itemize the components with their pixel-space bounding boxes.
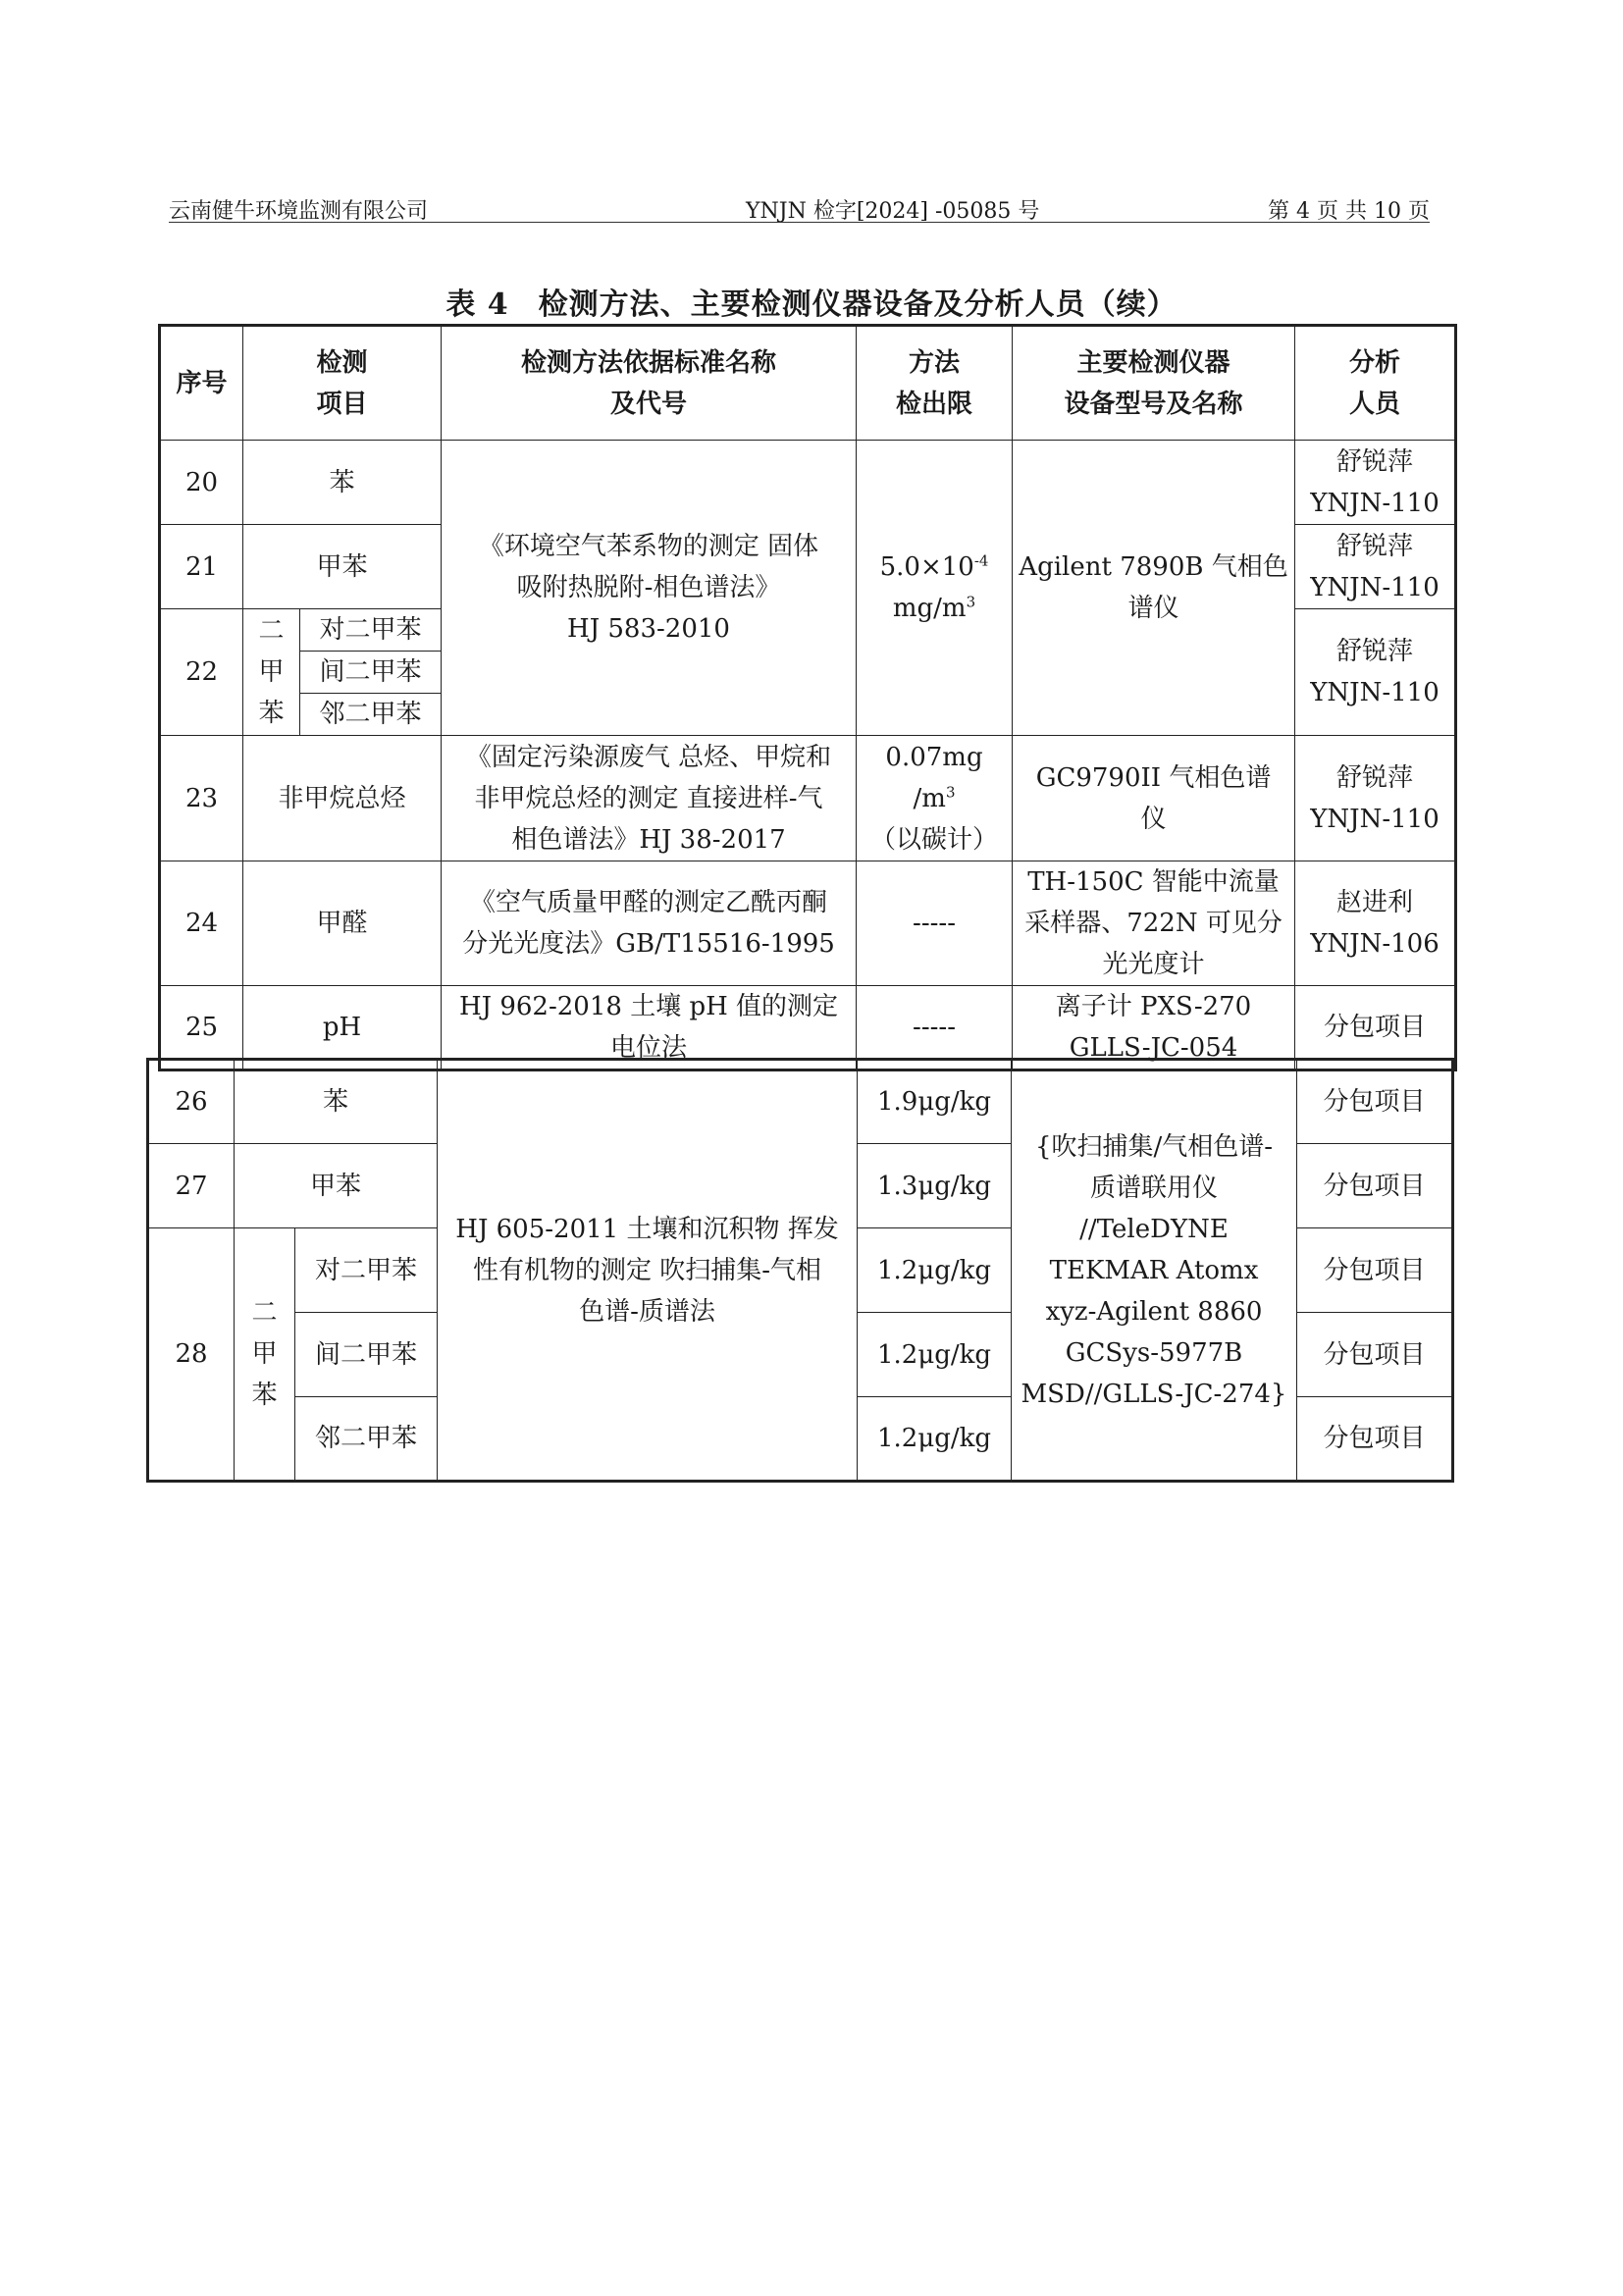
row-limit: 1.2μg/kg <box>858 1313 1012 1397</box>
company-name: 云南健牛环境监测有限公司 <box>169 199 429 224</box>
row-group-label: 二 甲 苯 <box>243 609 300 736</box>
row-analyst: 分包项目 <box>1297 1228 1453 1313</box>
row-group-label: 二 甲 苯 <box>235 1228 295 1482</box>
col-limit: 方法 检出限 <box>857 326 1013 441</box>
row-number: 24 <box>160 861 243 986</box>
col-seq: 序号 <box>160 326 243 441</box>
row-method: HJ 605-2011 土壤和沉积物 挥发 性有机物的测定 吹扫捕集-气相 色谱-质谱法 <box>438 1060 858 1482</box>
row-limit: ----- <box>857 986 1013 1070</box>
row-limit: $5.0\times 10^{-4}$ $mg/m^3$ <box>857 441 1013 736</box>
row-instrument: Agilent 7890B 气相色 谱仪 <box>1013 441 1295 736</box>
table-row <box>148 1060 1453 1144</box>
row-limit: 0.07mg $/m^3$ （以碳计） <box>857 736 1013 861</box>
table-row <box>160 861 1456 986</box>
row-sub-item: 间二甲苯 <box>295 1313 438 1397</box>
row-item: pH <box>243 986 442 1070</box>
methods-table-lower <box>146 1058 1454 1483</box>
row-item: 甲苯 <box>235 1144 438 1228</box>
row-analyst: 分包项目 <box>1297 1060 1453 1144</box>
table-title-text: 检测方法、主要检测仪器设备及分析人员（续） <box>538 287 1178 322</box>
row-number: 21 <box>160 525 243 609</box>
row-instrument: 离子计 PXS-270 GLLS-JC-054 <box>1013 986 1295 1070</box>
row-item: 甲醛 <box>243 861 442 986</box>
table-number: 表 4 <box>445 287 509 322</box>
report-number: YNJN 检字[2024] -05085 号 <box>746 199 1040 224</box>
row-item: 苯 <box>235 1060 438 1144</box>
row-sub-item: 邻二甲苯 <box>300 694 442 736</box>
page-header <box>169 194 1430 224</box>
methods-table-upper <box>158 324 1457 1071</box>
table-title <box>0 280 1623 323</box>
row-method: 《固定污染源废气 总烃、甲烷和 非甲烷总烃的测定 直接进样-气 相色谱法》HJ 38-2017 <box>442 736 857 861</box>
col-analyst: 分析 人员 <box>1295 326 1456 441</box>
row-instrument: TH-150C 智能中流量 采样器、722N 可见分 光光度计 <box>1013 861 1295 986</box>
row-analyst: 舒锐萍 YNJN-110 <box>1295 441 1456 525</box>
row-instrument: GC9790II 气相色谱 仪 <box>1013 736 1295 861</box>
row-sub-item: 对二甲苯 <box>295 1228 438 1313</box>
col-item: 检测 项目 <box>243 326 442 441</box>
row-sub-item: 间二甲苯 <box>300 652 442 694</box>
row-instrument: {吹扫捕集/气相色谱- 质谱联用仪 //TeleDYNE TEKMAR Atomx xyz-Agilent 8860 GCSys-5977B MSD//GLLS-JC-274} <box>1012 1060 1297 1482</box>
row-number: 25 <box>160 986 243 1070</box>
row-limit: 1.2μg/kg <box>858 1397 1012 1482</box>
row-analyst: 舒锐萍 YNJN-110 <box>1295 736 1456 861</box>
col-method: 检测方法依据标准名称 及代号 <box>442 326 857 441</box>
row-item: 苯 <box>243 441 442 525</box>
row-limit: ----- <box>857 861 1013 986</box>
row-analyst: 分包项目 <box>1295 986 1456 1070</box>
row-number: 28 <box>148 1228 235 1482</box>
row-analyst: 舒锐萍 YNJN-110 <box>1295 525 1456 609</box>
row-number: 23 <box>160 736 243 861</box>
row-analyst: 舒锐萍 YNJN-110 <box>1295 609 1456 736</box>
row-analyst: 赵进利 YNJN-106 <box>1295 861 1456 986</box>
row-sub-item: 邻二甲苯 <box>295 1397 438 1482</box>
row-analyst: 分包项目 <box>1297 1397 1453 1482</box>
row-item: 甲苯 <box>243 525 442 609</box>
col-instrument: 主要检测仪器 设备型号及名称 <box>1013 326 1295 441</box>
header-rule <box>169 222 1430 223</box>
row-number: 27 <box>148 1144 235 1228</box>
row-number: 26 <box>148 1060 235 1144</box>
page-indicator: 第 4 页 共 10 页 <box>1268 199 1430 224</box>
row-number: 20 <box>160 441 243 525</box>
row-method: 《空气质量甲醛的测定乙酰丙酮 分光光度法》GB/T15516-1995 <box>442 861 857 986</box>
table-row <box>160 736 1456 861</box>
row-analyst: 分包项目 <box>1297 1313 1453 1397</box>
row-limit: 1.9μg/kg <box>858 1060 1012 1144</box>
row-method: HJ 962-2018 土壤 pH 值的测定 电位法 <box>442 986 857 1070</box>
header-row <box>160 326 1456 441</box>
table-row <box>160 441 1456 525</box>
row-limit: 1.2μg/kg <box>858 1228 1012 1313</box>
row-sub-item: 对二甲苯 <box>300 609 442 652</box>
row-method: 《环境空气苯系物的测定 固体 吸附热脱附-相色谱法》 HJ 583-2010 <box>442 441 857 736</box>
row-limit: 1.3μg/kg <box>858 1144 1012 1228</box>
row-analyst: 分包项目 <box>1297 1144 1453 1228</box>
row-number: 22 <box>160 609 243 736</box>
row-item: 非甲烷总烃 <box>243 736 442 861</box>
